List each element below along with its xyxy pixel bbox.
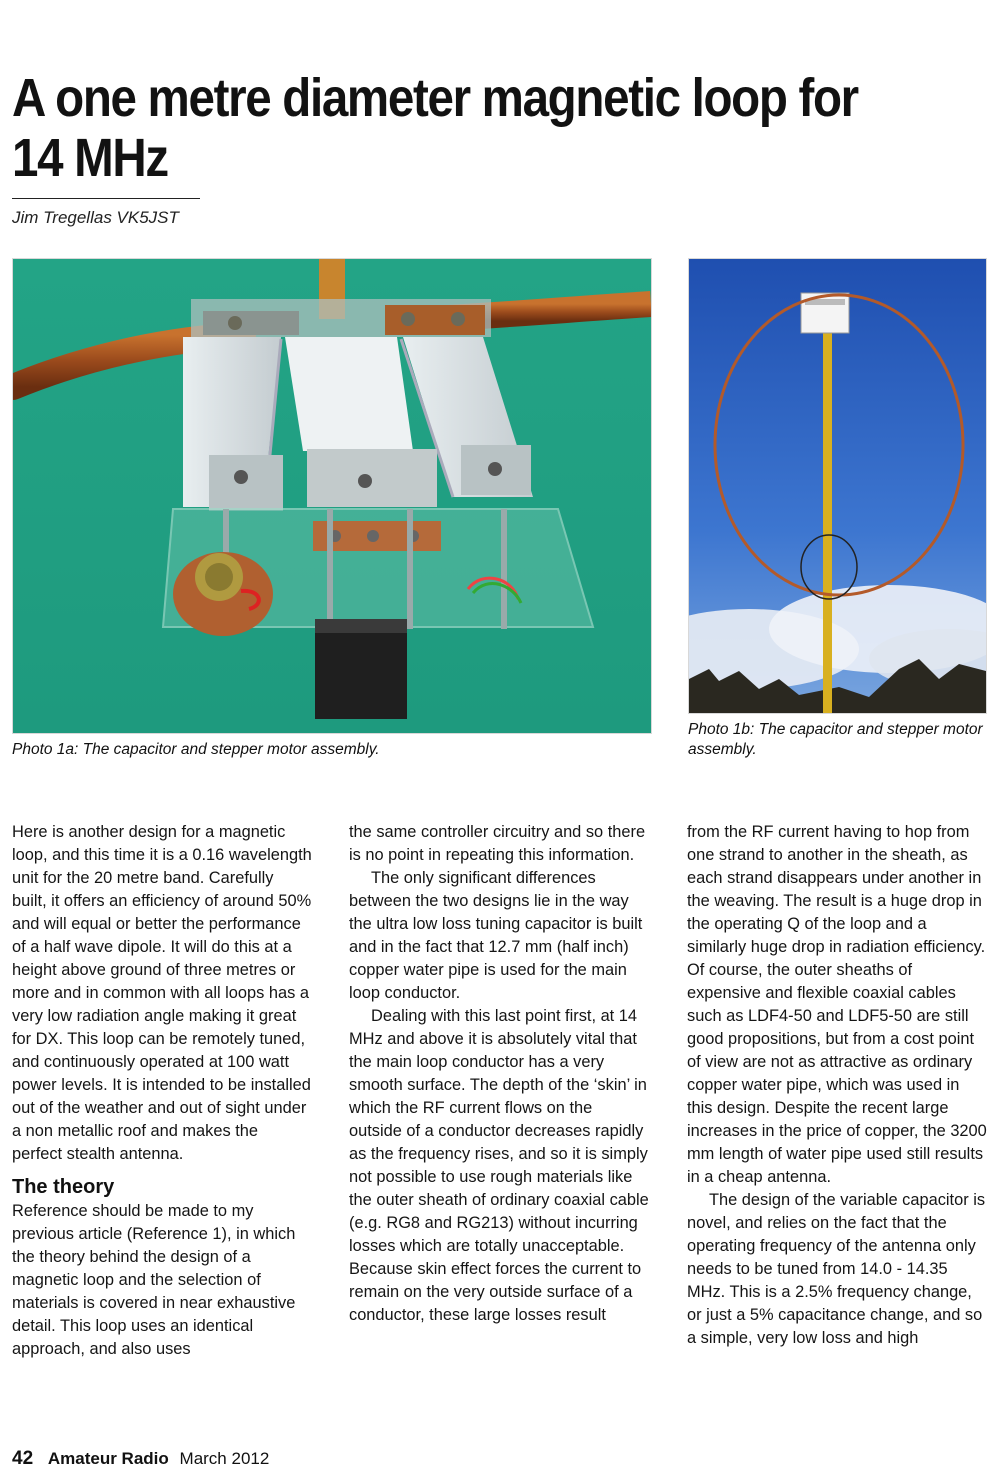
text-column-3 [687,821,987,1350]
article-title: A one metre diameter magnetic loop for 14 MHz [12,68,858,188]
page-number: 42 [12,1448,34,1469]
photo-1a-caption: Photo 1a: The capacitor and stepper motor assembly. [12,741,380,758]
photo-capacitor-assembly [12,258,652,734]
title-rule [12,198,200,199]
section-heading: The theory [12,1176,115,1198]
paragraph: from the RF current having to hop from one strand to another in the sheath, as each strand disappears under another in the weaving. The result is a huge drop in the operating Q of the loop and a similarly huge drop in radiation efficiency. Of course, the outer sheaths of expensive and flexible coaxial cables such as LDF4-50 and LDF5-50 are still good propositions, but from a cost point of view are not as attractive as ordinary copper water pipe, which was used in this design. Despite the recent large increases in the price of copper, the 3200 mm length of water pipe used still results in a cheap antenna. [687,823,987,1186]
text-column-2 [349,821,649,1327]
paragraph: Here is another design for a magnetic loop, and this time it is a 0.16 wavelength unit for the 20 metre band. Carefully built, it offers an efficiency of around 50% and will equal or better the performance of a half wave dipole. It will do this at a height above ground of three metres or more and in common with all loops has a very low radiation angle making it great for DX. This loop can be remotely tuned, and continuously operated at 100 watt power levels. It is intended to be installed out of the weather and out of sight under a non metallic roof and makes the perfect stealth antenna. [12,823,312,1163]
text-column-1 [12,821,312,1361]
issue-date: March 2012 [179,1449,270,1468]
paragraph: the same controller circuitry and so there is no point in repeating this information. [349,823,646,864]
page-footer [12,1448,269,1470]
photo-1b-caption: Photo 1b: The capacitor and stepper motor assembly. [688,721,983,758]
photo-loop-on-mast [688,258,987,714]
paragraph: The design of the variable capacitor is novel, and relies on the fact that the operating frequency of the antenna only needs to be tuned from 14.0 - 14.35 MHz. This is a 2.5% frequency change, or just a 5% capacitance change, and so a simple, very low loss and high [687,1191,986,1347]
author-byline: Jim Tregellas VK5JST [12,208,179,227]
magazine-name: Amateur Radio [47,1449,169,1468]
paragraph: Reference should be made to my previous article (Reference 1), in which the theory behind the design of a magnetic loop and the selection of materials is covered in near exhaustive detail. This loop uses an identical approach, and also uses [12,1202,296,1358]
paragraph: Dealing with this last point first, at 14 MHz and above it is absolutely vital that the main loop conductor has a very smooth surface. The depth of the ‘skin’ in which the RF current flows on the outside of a conductor decreases rapidly as the frequency rises, and so it is simply not possible to use rough materials like the outer sheath of ordinary coaxial cable (e.g. RG8 and RG213) without incurring losses which are totally unacceptable. Because skin effect forces the current to remain on the very outside surface of a conductor, these large losses result [349,1007,649,1324]
paragraph: The only significant differences between the two designs lie in the way the ultra low loss tuning capacitor is built and in the fact that 12.7 mm (half inch) copper water pipe is used for the main loop conductor. [349,869,643,1002]
